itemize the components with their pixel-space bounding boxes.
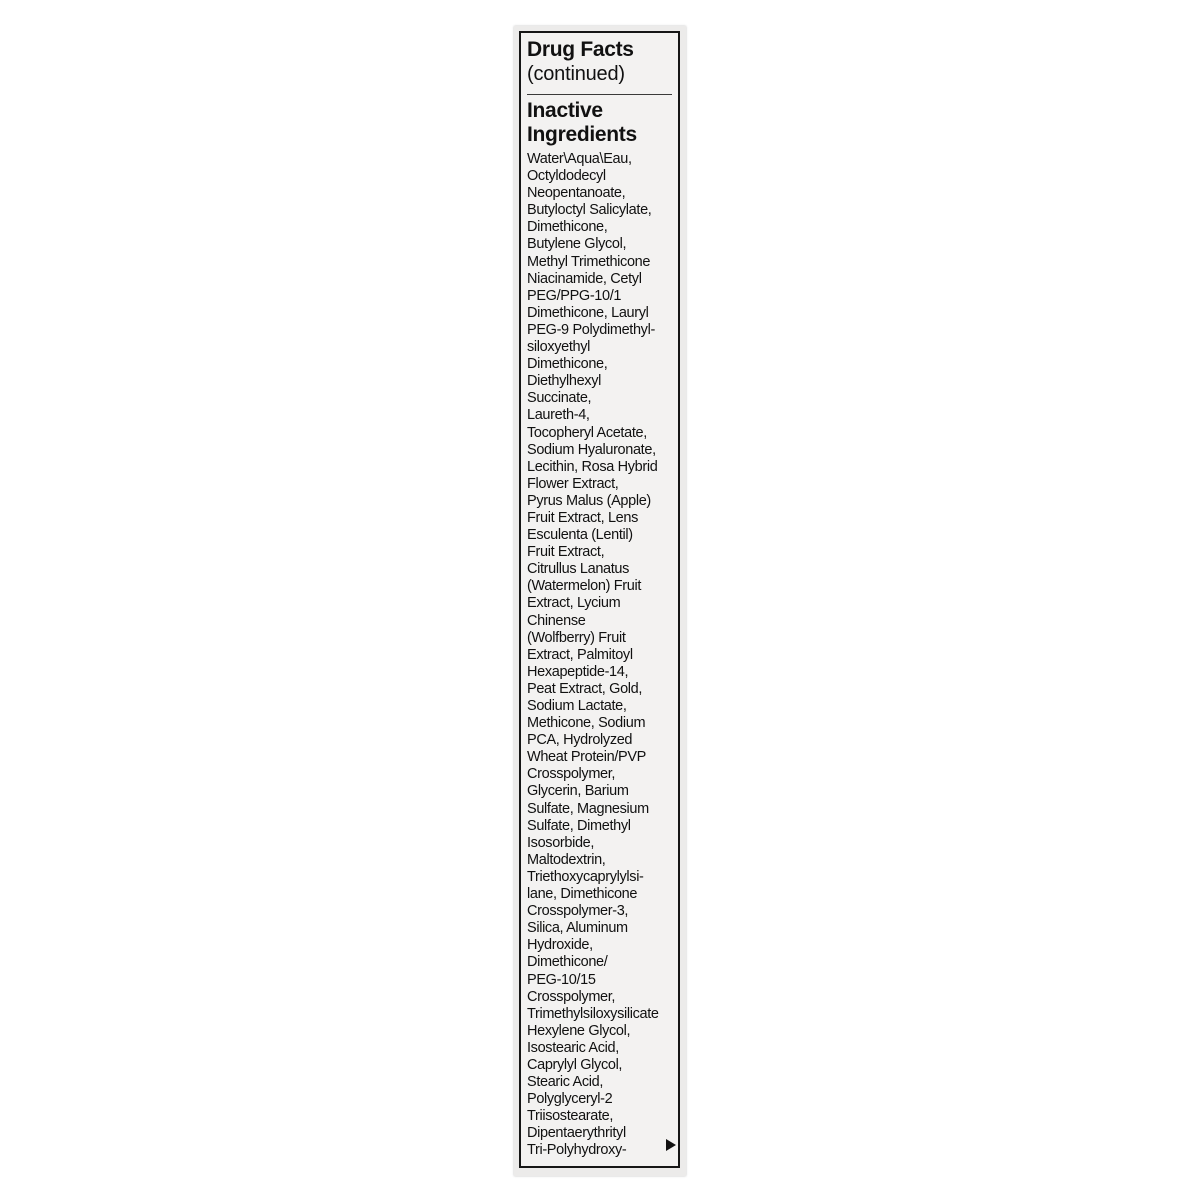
drug-facts-title: Drug Facts [527,38,634,61]
ingredient-line: Sodium Hyaluronate, [527,441,656,458]
ingredient-line: Caprylyl Glycol, [527,1056,623,1073]
ingredient-line: Sulfate, Magnesium [527,800,649,817]
ingredient-line: Octyldodecyl [527,168,606,185]
ingredient-line: Silica, Aluminum [527,920,628,937]
ingredient-line: Butylene Glycol, [527,236,627,253]
ingredient-line: Crosspolymer, [527,988,616,1005]
ingredient-line: Pyrus Malus (Apple) [527,492,651,509]
ingredient-line: Triethoxycaprylylsi- [527,868,644,885]
ingredient-line: Hexylene Glycol, [527,1022,631,1039]
ingredient-line: Trimethylsiloxysilicate [527,1005,659,1022]
ingredient-line: Stearic Acid, [527,1074,604,1091]
ingredient-line: Triisostearate, [527,1108,614,1125]
ingredient-line: PEG-9 Polydimethyl- [527,321,655,338]
ingredient-line: Methyl Trimethicone [527,253,651,270]
ingredient-line: lane, Dimethicone [527,886,638,903]
ingredient-line: Sulfate, Dimethyl [527,817,631,834]
ingredient-line: Citrullus Lanatus [527,561,630,578]
ingredient-line: Dimethicone/ [527,954,608,971]
ingredient-line: Isostearic Acid, [527,1039,619,1056]
ingredient-line: Sodium Lactate, [527,698,627,714]
ingredient-line: PEG-10/15 [527,971,596,988]
ingredient-line: Maltodextrin, [527,851,606,868]
ingredient-line: Extract, Lycium [527,595,621,612]
ingredient-line: Dimethicone, [527,219,608,236]
ingredient-line: Fruit Extract, Lens [527,509,638,526]
ingredient-line: Hydroxide, [527,937,593,954]
ingredient-line: Fruit Extract, [527,544,605,561]
ingredient-line: Succinate, [527,390,592,407]
continue-arrow-icon [666,1139,676,1151]
ingredient-line: PCA, Hydrolyzed [527,732,633,749]
ingredient-line: Hexapeptide-14, [527,663,629,680]
ingredient-line: Butyloctyl Salicylate, [527,202,652,219]
ingredient-line: (Wolfberry) Fruit [527,629,626,646]
ingredient-line: Laureth-4, [527,407,590,424]
ingredient-list [527,151,672,1160]
ingredient-line: siloxyethyl [527,339,591,356]
ingredient-line: Chinense [527,612,586,629]
section-heading-line-1: Inactive [527,99,603,122]
ingredient-line: Water\Aqua\Eau, [527,151,632,167]
inactive-ingredients-heading [527,99,672,147]
ingredient-line: Wheat Protein/PVP [527,749,646,766]
ingredient-line: Tri-Polyhydroxy- [527,1142,627,1159]
ingredient-line: Peat Extract, Gold, [527,680,643,697]
ingredient-line: Niacinamide, Cetyl [527,270,642,287]
ingredient-line: Crosspolymer-3, [527,903,629,920]
ingredient-line: Tocopheryl Acetate, [527,424,647,441]
ingredient-line: Neopentanoate, [527,185,626,202]
ingredient-line: Methicone, Sodium [527,715,646,732]
drug-facts-subtitle: (continued) [527,63,625,85]
ingredient-line: Dimethicone, Lauryl [527,304,649,321]
ingredient-line: Esculenta (Lentil) [527,527,633,544]
ingredient-line: Dipentaerythrityl [527,1125,626,1142]
ingredient-line: (Watermelon) Fruit [527,578,642,595]
ingredient-line: Lecithin, Rosa Hybrid [527,458,658,475]
header-divider [527,94,672,95]
drug-facts-content [527,38,672,1160]
ingredient-line: Extract, Palmitoyl [527,646,633,663]
ingredient-line: PEG/PPG-10/1 [527,287,622,304]
ingredient-line: Dimethicone, [527,356,608,373]
ingredient-line: Crosspolymer, [527,766,616,783]
ingredient-line: Diethylhexyl [527,373,601,390]
section-heading-line-2: Ingredients [527,123,637,146]
ingredient-line: Glycerin, Barium [527,783,629,800]
ingredient-line: Flower Extract, [527,475,619,492]
drug-facts-box [519,31,680,1168]
ingredient-line: Polyglyceryl-2 [527,1091,613,1108]
ingredient-line: Isosorbide, [527,834,595,851]
